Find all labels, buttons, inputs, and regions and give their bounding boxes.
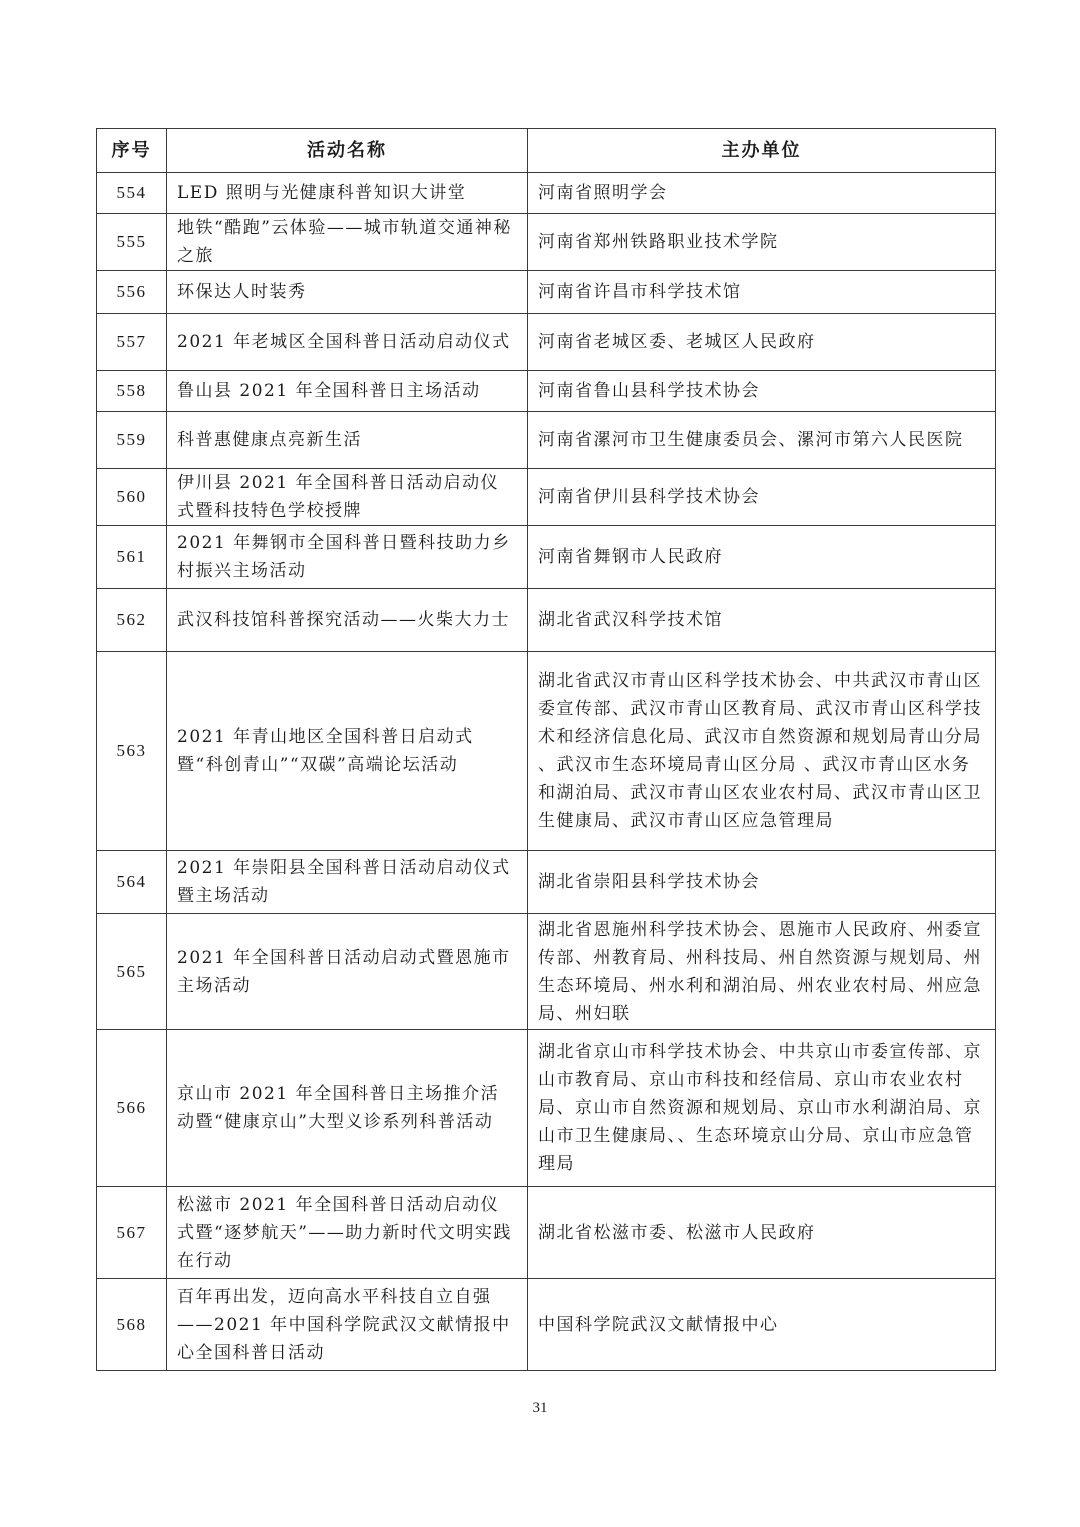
cell-organizer: 湖北省崇阳县科学技术协会 bbox=[528, 851, 996, 914]
cell-organizer: 中国科学院武汉文献情报中心 bbox=[528, 1279, 996, 1371]
cell-activity-name: 百年再出发，迈向高水平科技自立自强——2021 年中国科学院武汉文献情报中心全国科普日活动 bbox=[167, 1279, 528, 1371]
cell-activity-name: 科普惠健康点亮新生活 bbox=[167, 412, 528, 469]
cell-activity-name: 2021 年全国科普日活动启动式暨恩施市主场活动 bbox=[167, 914, 528, 1030]
cell-organizer: 湖北省京山市科学技术协会、中共京山市委宣传部、京山市教育局、京山市科技和经信局、京山市农业农村局、京山市自然资源和规划局、京山市水利湖泊局、京山市卫生健康局、、生态环境京山分局、京山市应急管理局 bbox=[528, 1030, 996, 1187]
table-row bbox=[97, 652, 996, 851]
cell-serial-number: 564 bbox=[97, 851, 167, 914]
cell-serial-number: 556 bbox=[97, 271, 167, 314]
cell-serial-number: 562 bbox=[97, 589, 167, 652]
cell-activity-name: LED 照明与光健康科普知识大讲堂 bbox=[167, 173, 528, 214]
cell-organizer: 河南省老城区委、老城区人民政府 bbox=[528, 314, 996, 371]
cell-activity-name: 松滋市 2021 年全国科普日活动启动仪式暨“逐梦航天”——助力新时代文明实践在行动 bbox=[167, 1187, 528, 1279]
table-row bbox=[97, 1279, 996, 1371]
table-row bbox=[97, 1030, 996, 1187]
table-row bbox=[97, 412, 996, 469]
page-number: 31 bbox=[532, 1400, 548, 1416]
cell-organizer: 河南省许昌市科学技术馆 bbox=[528, 271, 996, 314]
table-row bbox=[97, 851, 996, 914]
cell-organizer: 河南省照明学会 bbox=[528, 173, 996, 214]
cell-serial-number: 555 bbox=[97, 214, 167, 271]
cell-organizer: 河南省鲁山县科学技术协会 bbox=[528, 371, 996, 412]
activity-table bbox=[96, 128, 996, 1371]
cell-organizer: 湖北省武汉科学技术馆 bbox=[528, 589, 996, 652]
cell-serial-number: 566 bbox=[97, 1030, 167, 1187]
cell-organizer: 湖北省松滋市委、松滋市人民政府 bbox=[528, 1187, 996, 1279]
cell-organizer: 湖北省武汉市青山区科学技术协会、中共武汉市青山区委宣传部、武汉市青山区教育局、武汉市青山区科学技术和经济信息化局、武汉市自然资源和规划局青山分局 、武汉市生态环境局青山区分局 、武汉市青山区水务和湖泊局、武汉市青山区农业农村局、武汉市青山区卫生健康局、武汉市青山区应急管理局 bbox=[528, 652, 996, 851]
cell-organizer: 湖北省恩施州科学技术协会、恩施市人民政府、州委宣传部、州教育局、州科技局、州自然资源与规划局、州生态环境局、州水利和湖泊局、州农业农村局、州应急局、州妇联 bbox=[528, 914, 996, 1030]
cell-organizer: 河南省漯河市卫生健康委员会、漯河市第六人民医院 bbox=[528, 412, 996, 469]
cell-activity-name: 地铁“酷跑”云体验——城市轨道交通神秘之旅 bbox=[167, 214, 528, 271]
cell-serial-number: 559 bbox=[97, 412, 167, 469]
table-row bbox=[97, 314, 996, 371]
table-row bbox=[97, 173, 996, 214]
cell-serial-number: 554 bbox=[97, 173, 167, 214]
cell-activity-name: 武汉科技馆科普探究活动——火柴大力士 bbox=[167, 589, 528, 652]
table-row bbox=[97, 589, 996, 652]
table-row bbox=[97, 914, 996, 1030]
cell-organizer: 河南省伊川县科学技术协会 bbox=[528, 469, 996, 526]
table-row bbox=[97, 469, 996, 526]
cell-activity-name: 2021 年崇阳县全国科普日活动启动仪式暨主场活动 bbox=[167, 851, 528, 914]
cell-serial-number: 568 bbox=[97, 1279, 167, 1371]
cell-activity-name: 2021 年舞钢市全国科普日暨科技助力乡村振兴主场活动 bbox=[167, 526, 528, 589]
cell-activity-name: 环保达人时装秀 bbox=[167, 271, 528, 314]
cell-activity-name: 京山市 2021 年全国科普日主场推介活动暨“健康京山”大型义诊系列科普活动 bbox=[167, 1030, 528, 1187]
table-row bbox=[97, 371, 996, 412]
cell-organizer: 河南省舞钢市人民政府 bbox=[528, 526, 996, 589]
cell-organizer: 河南省郑州铁路职业技术学院 bbox=[528, 214, 996, 271]
cell-serial-number: 567 bbox=[97, 1187, 167, 1279]
cell-serial-number: 563 bbox=[97, 652, 167, 851]
cell-activity-name: 伊川县 2021 年全国科普日活动启动仪式暨科技特色学校授牌 bbox=[167, 469, 528, 526]
cell-serial-number: 565 bbox=[97, 914, 167, 1030]
table-header-row bbox=[97, 129, 996, 173]
table-row bbox=[97, 526, 996, 589]
table-row bbox=[97, 271, 996, 314]
table-row bbox=[97, 1187, 996, 1279]
cell-activity-name: 鲁山县 2021 年全国科普日主场活动 bbox=[167, 371, 528, 412]
table-body bbox=[97, 173, 996, 1371]
cell-serial-number: 558 bbox=[97, 371, 167, 412]
header-serial-number: 序号 bbox=[97, 129, 167, 173]
header-activity-name: 活动名称 bbox=[167, 129, 528, 173]
header-organizer: 主办单位 bbox=[528, 129, 996, 173]
cell-activity-name: 2021 年老城区全国科普日活动启动仪式 bbox=[167, 314, 528, 371]
cell-serial-number: 561 bbox=[97, 526, 167, 589]
cell-serial-number: 560 bbox=[97, 469, 167, 526]
table-row bbox=[97, 214, 996, 271]
cell-serial-number: 557 bbox=[97, 314, 167, 371]
cell-activity-name: 2021 年青山地区全国科普日启动式 暨“科创青山”“双碳”高端论坛活动 bbox=[167, 652, 528, 851]
